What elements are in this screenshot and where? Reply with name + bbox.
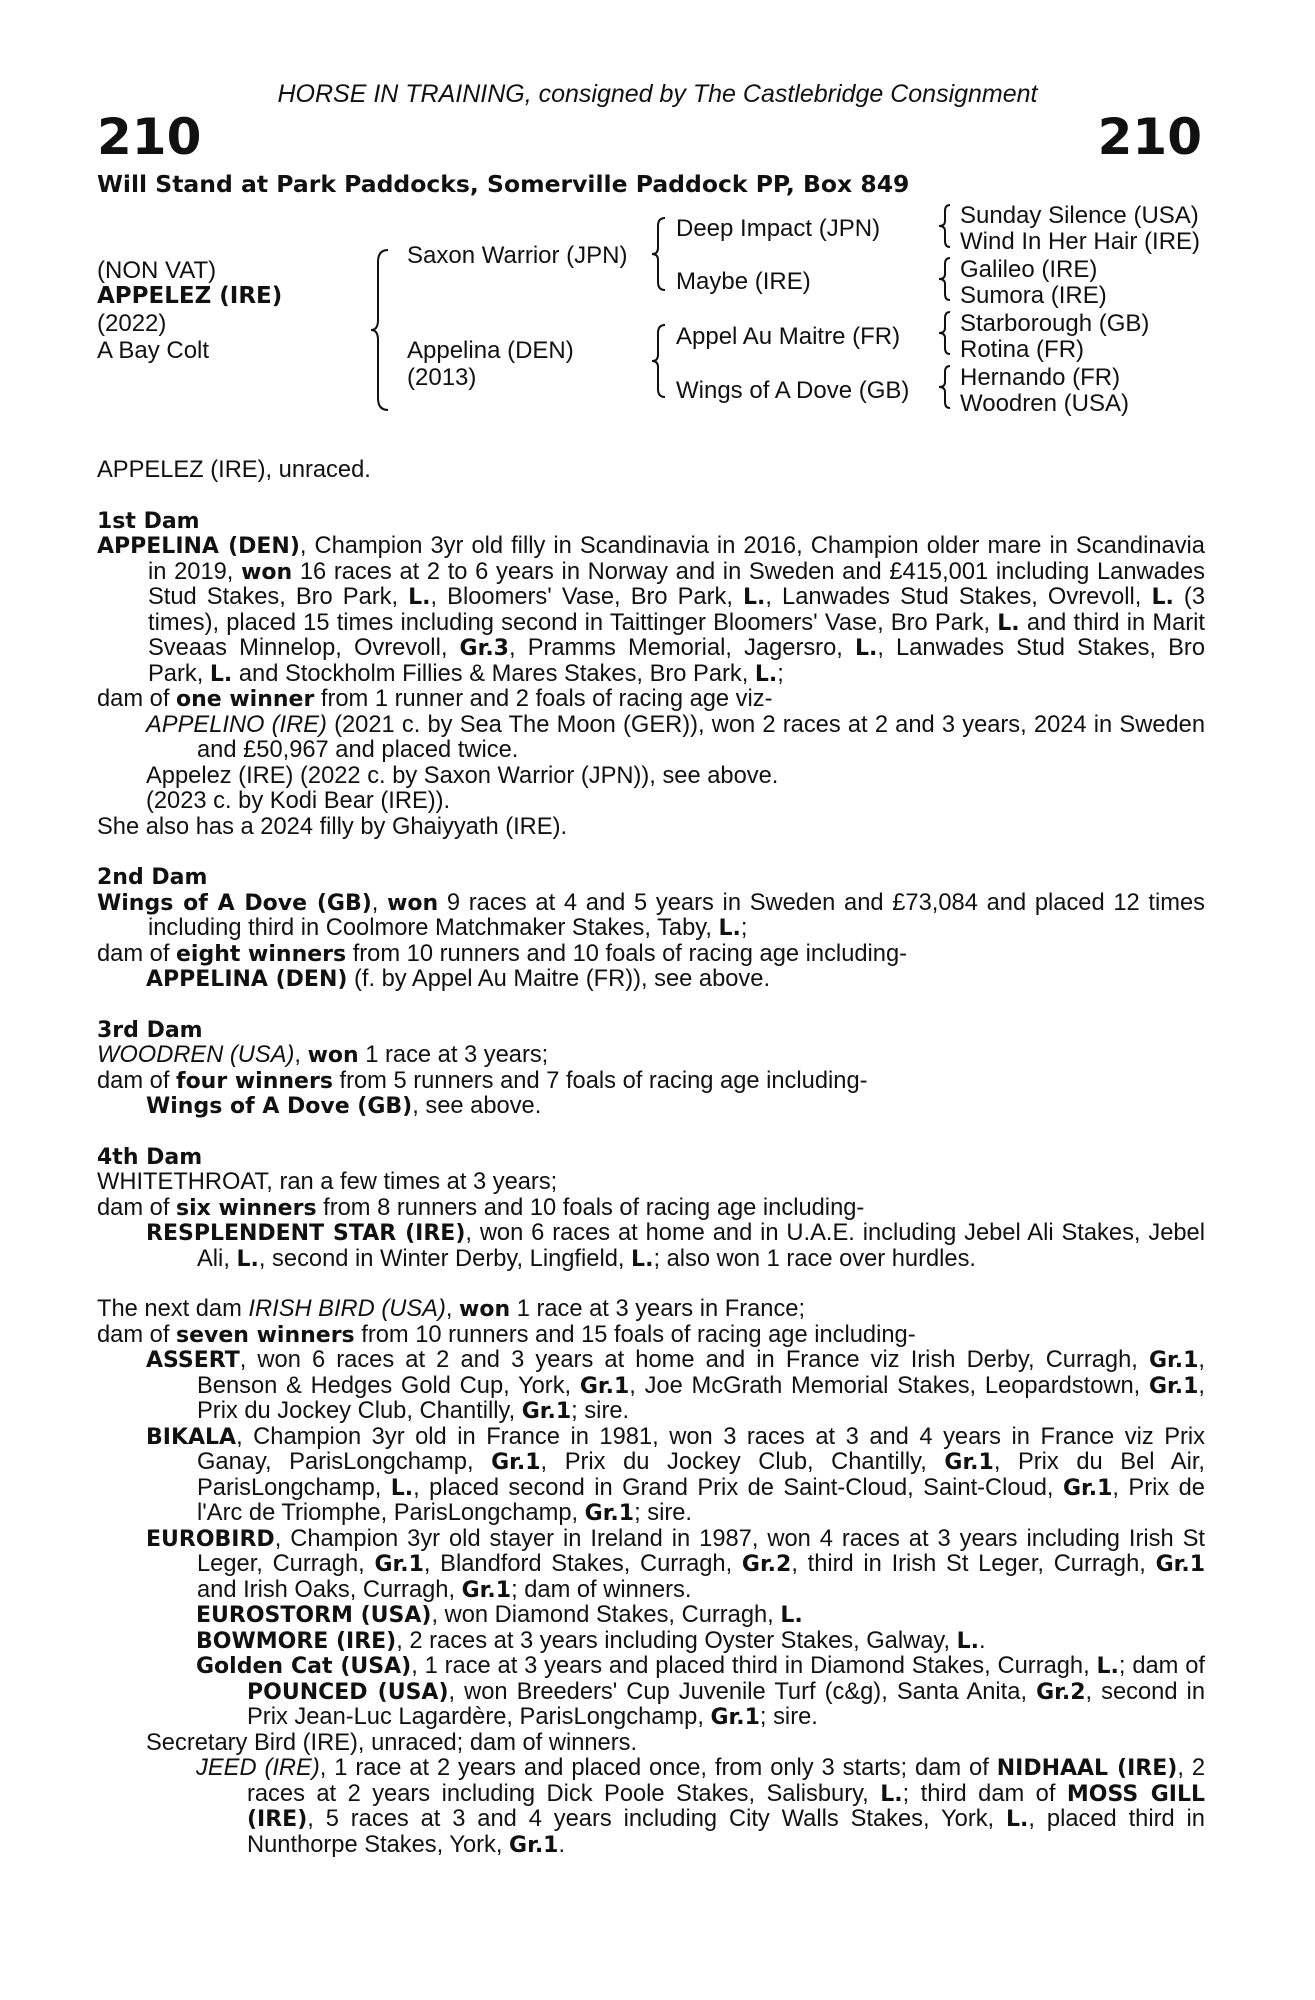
fourth-dam-heading: 4th Dam (97, 1144, 203, 1170)
produce-appelina: APPELINA (DEN) (f. by Appel Au Maitre (FR)), see above. (146, 966, 771, 992)
pedigree-g6: Rotina (FR) (960, 336, 1085, 363)
pedigree-sire-dam: Maybe (IRE) (676, 268, 811, 295)
pedigree-sire: Saxon Warrior (JPN) (407, 242, 628, 269)
pedigree-brace-sire (651, 216, 667, 292)
produce-eurostorm: EUROSTORM (USA), won Diamond Stakes, Curragh, L. (196, 1602, 803, 1628)
foaling-year: (2022) (97, 310, 167, 337)
fourth-dam-section (97, 1145, 1205, 1273)
pedigree-dam-sire: Appel Au Maitre (FR) (676, 323, 901, 350)
third-dam-entry: WOODREN (USA), won 1 race at 3 years; (97, 1042, 549, 1068)
pedigree-brace-g2 (938, 256, 952, 302)
pedigree-dam-year: (2013) (407, 364, 477, 391)
pedigree-brace-g1 (938, 203, 952, 249)
race-record-intro: APPELEZ (IRE), unraced. (97, 457, 371, 483)
pedigree-g2: Wind In Her Hair (IRE) (960, 228, 1201, 255)
second-dam-produce-summary: dam of eight winners from 10 runners and 10 foals of racing age including- (97, 940, 908, 967)
third-dam-section (97, 1018, 1205, 1120)
catalogue-header: HORSE IN TRAINING, consigned by The Castlebridge Consignment (277, 80, 1038, 108)
third-dam-heading: 3rd Dam (97, 1017, 203, 1043)
produce-golden-cat: Golden Cat (USA), 1 race at 3 years and placed third in Diamond Stakes, Curragh, L.; dam of POUNCED (USA), won Breeders' Cup Juvenile Turf (c&g), Santa Anita, Gr.2, second in Prix Jean-Luc Lagardère, ParisLongchamp, Gr.1; sire. (196, 1653, 1205, 1730)
fourth-dam-produce-summary: dam of six winners from 8 runners and 10 foals of racing age including- (97, 1194, 865, 1221)
first-dam-section (97, 509, 1205, 841)
stand-location: Will Stand at Park Paddocks, Somerville Paddock PP, Box 849 (97, 170, 910, 198)
produce-bikala: BIKALA, Champion 3yr old in France in 1981, won 3 races at 3 and 4 years in France viz Prix Ganay, ParisLongchamp, Gr.1, Prix du Jockey Club, Chantilly, Gr.1, Prix du Bel Air, ParisLongchamp, L., placed second in Grand Prix de Saint-Cloud, Saint-Cloud, Gr.1, Prix de l'Arc de Triomphe, ParisLongchamp, Gr.1; sire. (146, 1423, 1205, 1526)
pedigree-brace-g4 (938, 364, 952, 410)
fifth-dam-entry: The next dam IRISH BIRD (USA), won 1 race at 3 years in France; (97, 1296, 806, 1322)
first-dam-heading: 1st Dam (97, 508, 200, 534)
first-dam-entry: APPELINA (DEN), Champion 3yr old filly in Scandinavia in 2016, Champion older mare in Scandinavia in 2019, won 16 races at 2 to 6 years in Norway and in Sweden and £415,001 including Lanwades Stud Stakes, Bro Park, L., Bloomers' Vase, Bro Park, L., Lanwades Stud Stakes, Ovrevoll, L. (3 times), placed 15 times including second in Taittinger Bloomers' Vase, Bro Park, L. and third in Marit Sveaas Minnelop, Ovrevoll, Gr.3, Pramms Memorial, Jagersro, L., Lanwades Stud Stakes, Bro Park, L. and Stockholm Fillies & Mares Stakes, Bro Park, L.; (97, 533, 1205, 687)
second-dam-section (97, 865, 1205, 993)
second-dam-entry: Wings of A Dove (GB), won 9 races at 4 and 5 years in Sweden and £73,084 and placed 12 times including third in Coolmore Matchmaker Stakes, Taby, L.; (97, 889, 1206, 941)
fourth-dam-entry: WHITETHROAT, ran a few times at 3 years; (97, 1169, 558, 1195)
lot-number-left: 210 (97, 108, 202, 166)
produce-bowmore: BOWMORE (IRE), 2 races at 3 years including Oyster Stakes, Galway, L.. (196, 1627, 986, 1654)
pedigree-brace-main (370, 248, 390, 412)
pedigree-g4: Sumora (IRE) (960, 282, 1107, 309)
pedigree-g3: Galileo (IRE) (960, 256, 1098, 283)
produce-record (97, 458, 1205, 1858)
produce-appelino: APPELINO (IRE) (2021 c. by Sea The Moon (GER)), won 2 races at 2 and 3 years, 2024 in Sweden and £50,967 and placed twice. (146, 711, 1206, 763)
vat-status: (NON VAT) (97, 257, 217, 284)
pedigree-g1: Sunday Silence (USA) (960, 202, 1199, 229)
first-dam-produce-summary: dam of one winner from 1 runner and 2 foals of racing age viz- (97, 686, 773, 712)
lot-number-right: 210 (1097, 108, 1202, 166)
third-dam-produce-summary: dam of four winners from 5 runners and 7 foals of racing age including- (97, 1067, 868, 1094)
produce-appelez: Appelez (IRE) (2022 c. by Saxon Warrior (JPN)), see above. (146, 762, 779, 789)
produce-assert: ASSERT, won 6 races at 2 and 3 years at home and in France viz Irish Derby, Curragh, Gr.1, Benson & Hedges Gold Cup, York, Gr.1, Joe McGrath Memorial Stakes, Leopardstown, Gr.1, Prix du Jockey Club, Chantilly, Gr.1; sire. (146, 1347, 1205, 1424)
pedigree-brace-g3 (938, 310, 952, 356)
pedigree-brace-dam (651, 323, 667, 399)
first-dam-note: She also has a 2024 filly by Ghaiyyath (IRE). (97, 813, 568, 840)
pedigree-dam: Appelina (DEN) (407, 337, 574, 364)
produce-resplendent-star: RESPLENDENT STAR (IRE), won 6 races at home and in U.A.E. including Jebel Ali Stakes, Jebel Ali, L., second in Winter Derby, Lingfield, L.; also won 1 race over hurdles. (146, 1220, 1205, 1272)
horse-description: A Bay Colt (97, 337, 210, 364)
pedigree-dam-dam: Wings of A Dove (GB) (676, 377, 910, 404)
pedigree-g8: Woodren (USA) (960, 390, 1129, 417)
fifth-dam-produce-summary: dam of seven winners from 10 runners and 15 foals of racing age including- (97, 1321, 916, 1348)
horse-name: APPELEZ (IRE) (97, 283, 283, 309)
produce-wings-of-a-dove: Wings of A Dove (GB), see above. (146, 1093, 542, 1119)
fifth-dam-section (97, 1297, 1205, 1858)
pedigree-g5: Starborough (GB) (960, 310, 1150, 337)
produce-2023-colt: (2023 c. by Kodi Bear (IRE)). (146, 788, 451, 814)
produce-eurobird: EUROBIRD, Champion 3yr old stayer in Ireland in 1987, won 4 races at 3 years including Irish St Leger, Curragh, Gr.1, Blandford Stakes, Curragh, Gr.2, third in Irish St Leger, Curragh, Gr.1 and Irish Oaks, Curragh, Gr.1; dam of winners. (146, 1525, 1206, 1603)
produce-secretary-bird: Secretary Bird (IRE), unraced; dam of winners. (146, 1729, 638, 1756)
produce-jeed: JEED (IRE), 1 race at 2 years and placed once, from only 3 starts; dam of NIDHAAL (IRE), 2 races at 2 years including Dick Poole Stakes, Salisbury, L.; third dam of MOSS GILL (IRE), 5 races at 3 and 4 years including City Walls Stakes, York, L., placed third in Nunthorpe Stakes, York, Gr.1. (196, 1755, 1205, 1858)
pedigree-g7: Hernando (FR) (960, 364, 1121, 391)
pedigree-sire-sire: Deep Impact (JPN) (676, 215, 881, 242)
second-dam-heading: 2nd Dam (97, 865, 208, 890)
